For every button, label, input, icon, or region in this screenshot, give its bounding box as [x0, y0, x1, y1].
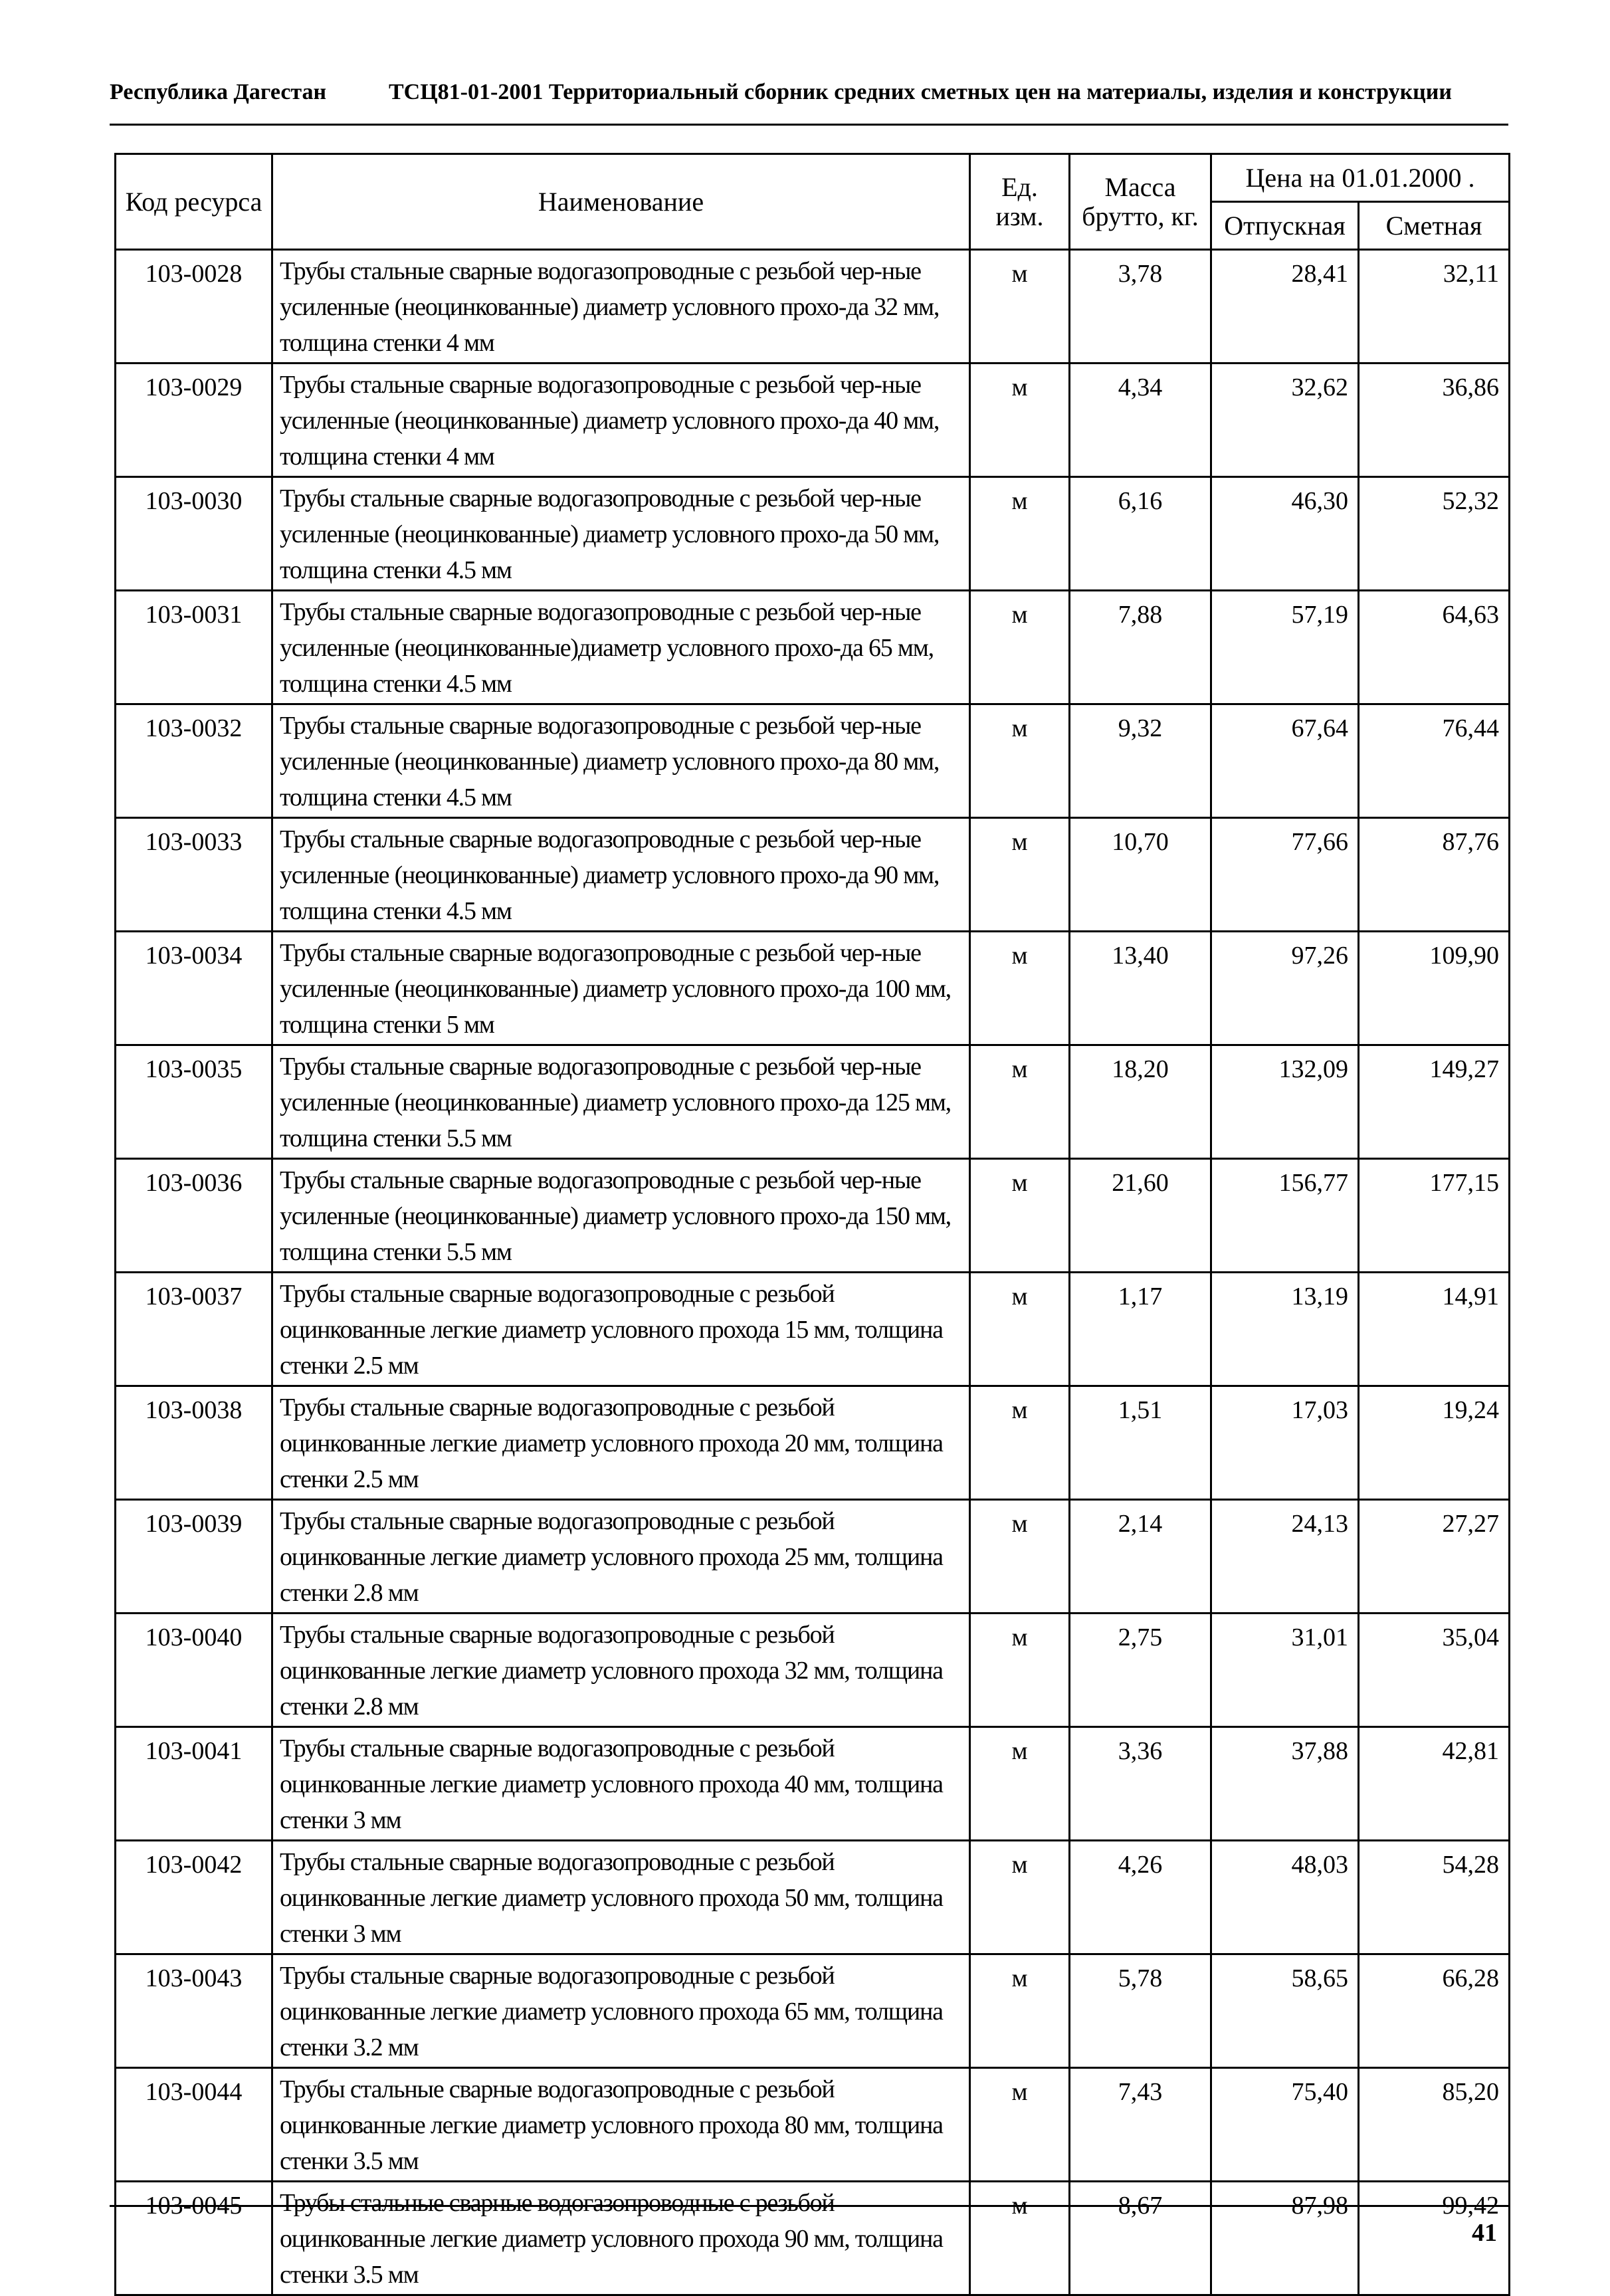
table-row [116, 704, 1510, 818]
cell-unit: м [970, 250, 1070, 364]
cell-release-price: 156,77 [1211, 1159, 1359, 1273]
cell-mass: 4,26 [1070, 1841, 1211, 1954]
table-row [116, 364, 1510, 477]
cell-code: 103-0038 [116, 1386, 272, 1500]
cell-code: 103-0042 [116, 1841, 272, 1954]
cell-code: 103-0035 [116, 1045, 272, 1159]
col-estimate-header: Сметная [1359, 202, 1510, 250]
cell-name: Трубы стальные сварные водогазопроводные с резьбой оцинкованные легкие диаметр условного прохода 15 мм, толщина стенки 2.5 мм [272, 1273, 970, 1386]
cell-unit: м [970, 1727, 1070, 1841]
cell-code: 103-0031 [116, 591, 272, 704]
cell-name: Трубы стальные сварные водогазопроводные с резьбой чер-ные усиленные (неоцинкованные) диаметр условного прохо-да 100 мм, толщина стенки 5 мм [272, 932, 970, 1045]
cell-name: Трубы стальные сварные водогазопроводные с резьбой чер-ные усиленные (неоцинкованные) диаметр условного прохо-да 80 мм, толщина стенки 4.5 мм [272, 704, 970, 818]
cell-name: Трубы стальные сварные водогазопроводные с резьбой оцинкованные легкие диаметр условного прохода 50 мм, толщина стенки 3 мм [272, 1841, 970, 1954]
cell-release-price: 31,01 [1211, 1614, 1359, 1727]
cell-estimate-price: 35,04 [1359, 1614, 1510, 1727]
cell-release-price: 28,41 [1211, 250, 1359, 364]
table-row [116, 932, 1510, 1045]
price-table [114, 153, 1510, 2296]
cell-name: Трубы стальные сварные водогазопроводные с резьбой оцинкованные легкие диаметр условного прохода 80 мм, толщина стенки 3.5 мм [272, 2068, 970, 2182]
cell-mass: 5,78 [1070, 1954, 1211, 2068]
cell-mass: 13,40 [1070, 932, 1211, 1045]
cell-code: 103-0036 [116, 1159, 272, 1273]
cell-name: Трубы стальные сварные водогазопроводные с резьбой оцинкованные легкие диаметр условного прохода 40 мм, толщина стенки 3 мм [272, 1727, 970, 1841]
cell-estimate-price: 76,44 [1359, 704, 1510, 818]
table-row [116, 477, 1510, 591]
cell-code: 103-0040 [116, 1614, 272, 1727]
table-row [116, 1045, 1510, 1159]
cell-estimate-price: 27,27 [1359, 1500, 1510, 1614]
cell-release-price: 37,88 [1211, 1727, 1359, 1841]
cell-code: 103-0032 [116, 704, 272, 818]
cell-unit: м [970, 1614, 1070, 1727]
table-row [116, 1954, 1510, 2068]
col-unit-header: Ед. изм. [970, 154, 1070, 250]
cell-release-price: 32,62 [1211, 364, 1359, 477]
cell-name: Трубы стальные сварные водогазопроводные с резьбой чер-ные усиленные (неоцинкованные) диаметр условного прохо-да 150 мм, толщина стенки 5.5 мм [272, 1159, 970, 1273]
cell-unit: м [970, 2182, 1070, 2295]
cell-estimate-price: 52,32 [1359, 477, 1510, 591]
cell-unit: м [970, 1045, 1070, 1159]
cell-release-price: 67,64 [1211, 704, 1359, 818]
cell-code: 103-0034 [116, 932, 272, 1045]
cell-code: 103-0028 [116, 250, 272, 364]
cell-estimate-price: 42,81 [1359, 1727, 1510, 1841]
cell-release-price: 58,65 [1211, 1954, 1359, 2068]
col-price-group-header: Цена на 01.01.2000 . [1211, 154, 1510, 202]
cell-name: Трубы стальные сварные водогазопроводные с резьбой чер-ные усиленные (неоцинкованные) диаметр условного прохо-да 50 мм, толщина стенки 4.5 мм [272, 477, 970, 591]
table-row [116, 1841, 1510, 1954]
cell-estimate-price: 177,15 [1359, 1159, 1510, 1273]
cell-release-price: 77,66 [1211, 818, 1359, 932]
cell-estimate-price: 149,27 [1359, 1045, 1510, 1159]
table-body [116, 250, 1510, 2295]
cell-unit: м [970, 1841, 1070, 1954]
header-rule [110, 124, 1508, 126]
cell-mass: 7,88 [1070, 591, 1211, 704]
table-row [116, 1386, 1510, 1500]
cell-name: Трубы стальные сварные водогазопроводные с резьбой оцинкованные легкие диаметр условного прохода 20 мм, толщина стенки 2.5 мм [272, 1386, 970, 1500]
cell-unit: м [970, 1954, 1070, 2068]
cell-estimate-price: 66,28 [1359, 1954, 1510, 2068]
cell-mass: 1,51 [1070, 1386, 1211, 1500]
cell-name: Трубы стальные сварные водогазопроводные с резьбой оцинкованные легкие диаметр условного прохода 65 мм, толщина стенки 3.2 мм [272, 1954, 970, 2068]
cell-mass: 8,67 [1070, 2182, 1211, 2295]
cell-code: 103-0039 [116, 1500, 272, 1614]
cell-mass: 3,78 [1070, 250, 1211, 364]
cell-mass: 7,43 [1070, 2068, 1211, 2182]
table-row [116, 2182, 1510, 2295]
cell-name: Трубы стальные сварные водогазопроводные с резьбой чер-ные усиленные (неоцинкованные) диаметр условного прохо-да 40 мм, толщина стенки 4 мм [272, 364, 970, 477]
header-region: Республика Дагестан [110, 80, 327, 104]
col-name-header: Наименование [272, 154, 970, 250]
cell-unit: м [970, 932, 1070, 1045]
cell-name: Трубы стальные сварные водогазопроводные с резьбой чер-ные усиленные (неоцинкованные) диаметр условного прохо-да 125 мм, толщина стенки 5.5 мм [272, 1045, 970, 1159]
cell-release-price: 46,30 [1211, 477, 1359, 591]
cell-mass: 1,17 [1070, 1273, 1211, 1386]
col-code-header: Код ресурса [116, 154, 272, 250]
cell-release-price: 24,13 [1211, 1500, 1359, 1614]
cell-name: Трубы стальные сварные водогазопроводные с резьбой чер-ные усиленные (неоцинкованные) диаметр условного прохо-да 90 мм, толщина стенки 4.5 мм [272, 818, 970, 932]
cell-mass: 2,75 [1070, 1614, 1211, 1727]
cell-estimate-price: 14,91 [1359, 1273, 1510, 1386]
cell-code: 103-0029 [116, 364, 272, 477]
cell-code: 103-0043 [116, 1954, 272, 2068]
cell-estimate-price: 109,90 [1359, 932, 1510, 1045]
col-mass-header: Масса брутто, кг. [1070, 154, 1211, 250]
cell-release-price: 13,19 [1211, 1273, 1359, 1386]
cell-release-price: 97,26 [1211, 932, 1359, 1045]
table-row [116, 818, 1510, 932]
cell-mass: 3,36 [1070, 1727, 1211, 1841]
cell-estimate-price: 87,76 [1359, 818, 1510, 932]
table-row [116, 1727, 1510, 1841]
cell-unit: м [970, 1386, 1070, 1500]
cell-code: 103-0044 [116, 2068, 272, 2182]
cell-release-price: 48,03 [1211, 1841, 1359, 1954]
cell-mass: 10,70 [1070, 818, 1211, 932]
cell-unit: м [970, 477, 1070, 591]
table-row [116, 250, 1510, 364]
page-number: 41 [1472, 2219, 1497, 2247]
cell-code: 103-0033 [116, 818, 272, 932]
cell-unit: м [970, 1500, 1070, 1614]
table-row [116, 1159, 1510, 1273]
cell-release-price: 75,40 [1211, 2068, 1359, 2182]
cell-mass: 21,60 [1070, 1159, 1211, 1273]
cell-mass: 18,20 [1070, 1045, 1211, 1159]
cell-estimate-price: 85,20 [1359, 2068, 1510, 2182]
cell-mass: 4,34 [1070, 364, 1211, 477]
cell-name: Трубы стальные сварные водогазопроводные с резьбой оцинкованные легкие диаметр условного прохода 25 мм, толщина стенки 2.8 мм [272, 1500, 970, 1614]
cell-estimate-price: 19,24 [1359, 1386, 1510, 1500]
cell-unit: м [970, 591, 1070, 704]
cell-name: Трубы стальные сварные водогазопроводные с резьбой чер-ные усиленные (неоцинкованные)диаметр условного прохо-да 65 мм, толщина стенки 4.5 мм [272, 591, 970, 704]
cell-unit: м [970, 2068, 1070, 2182]
table-row [116, 2068, 1510, 2182]
cell-release-price: 132,09 [1211, 1045, 1359, 1159]
table-row [116, 591, 1510, 704]
cell-name: Трубы стальные сварные водогазопроводные с резьбой оцинкованные легкие диаметр условного прохода 32 мм, толщина стенки 2.8 мм [272, 1614, 970, 1727]
cell-mass: 2,14 [1070, 1500, 1211, 1614]
cell-estimate-price: 36,86 [1359, 364, 1510, 477]
table-row [116, 1614, 1510, 1727]
cell-unit: м [970, 1159, 1070, 1273]
cell-mass: 6,16 [1070, 477, 1211, 591]
cell-code: 103-0045 [116, 2182, 272, 2295]
col-release-header: Отпускная [1211, 202, 1359, 250]
cell-name: Трубы стальные сварные водогазопроводные с резьбой чер-ные усиленные (неоцинкованные) диаметр условного прохо-да 32 мм, толщина стенки 4 мм [272, 250, 970, 364]
table-row [116, 1500, 1510, 1614]
cell-code: 103-0037 [116, 1273, 272, 1386]
cell-unit: м [970, 364, 1070, 477]
cell-code: 103-0030 [116, 477, 272, 591]
cell-estimate-price: 32,11 [1359, 250, 1510, 364]
cell-name: Трубы стальные сварные водогазопроводные с резьбой оцинкованные легкие диаметр условного прохода 90 мм, толщина стенки 3.5 мм [272, 2182, 970, 2295]
footer-rule [110, 2205, 1508, 2207]
cell-unit: м [970, 818, 1070, 932]
cell-release-price: 87,98 [1211, 2182, 1359, 2295]
cell-release-price: 17,03 [1211, 1386, 1359, 1500]
cell-estimate-price: 64,63 [1359, 591, 1510, 704]
cell-mass: 9,32 [1070, 704, 1211, 818]
table-row [116, 1273, 1510, 1386]
cell-unit: м [970, 704, 1070, 818]
cell-estimate-price: 54,28 [1359, 1841, 1510, 1954]
cell-unit: м [970, 1273, 1070, 1386]
cell-estimate-price: 99,42 [1359, 2182, 1510, 2295]
cell-release-price: 57,19 [1211, 591, 1359, 704]
header-title: ТСЦ81-01-2001 Территориальный сборник средних сметных цен на материалы, изделия и конструкции [389, 80, 1452, 104]
cell-code: 103-0041 [116, 1727, 272, 1841]
